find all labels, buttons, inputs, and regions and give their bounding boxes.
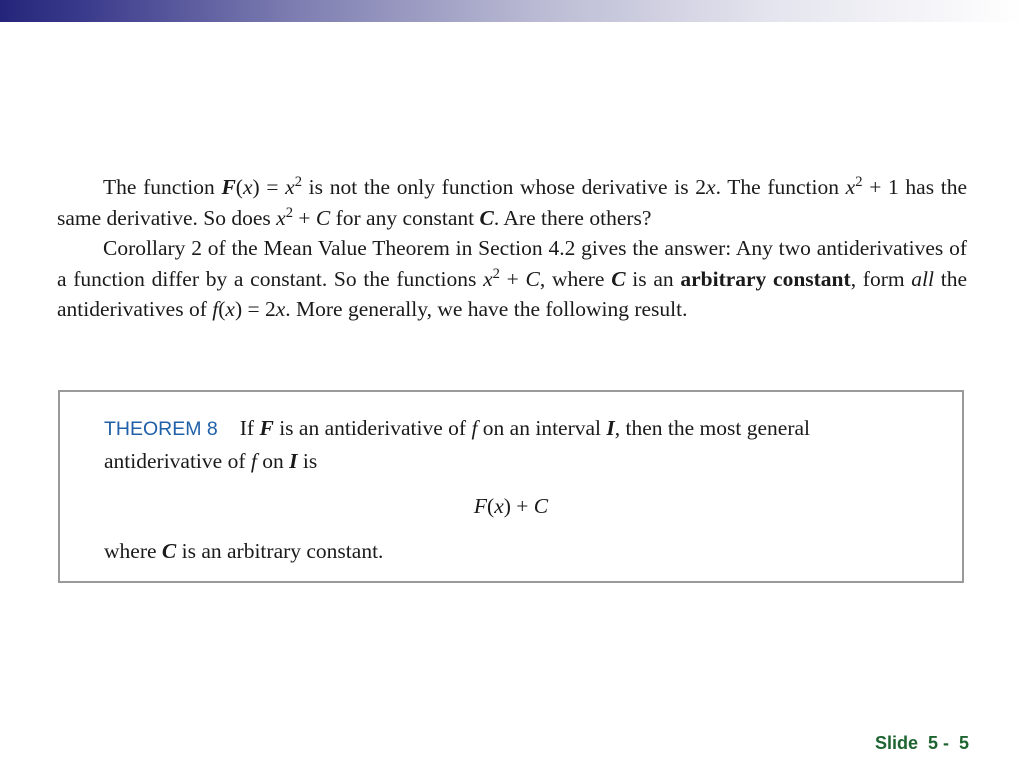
slide-number: Slide 5 - 5	[874, 733, 969, 753]
text: on	[256, 449, 290, 473]
theorem-box	[58, 390, 964, 583]
math-var: C	[533, 494, 549, 518]
top-gradient-bar	[0, 0, 1024, 22]
text: is	[297, 449, 318, 473]
exponent: 2	[855, 173, 863, 190]
text: +	[499, 266, 526, 291]
text: The function	[103, 175, 222, 199]
slide-body-text	[57, 172, 967, 325]
math-var: x	[242, 175, 253, 199]
theorem-formula	[60, 494, 962, 519]
math-var: x	[275, 297, 286, 321]
math-var: F	[473, 494, 488, 518]
math-var: x	[483, 266, 493, 291]
exponent: 2	[294, 173, 302, 190]
math-var: f	[471, 416, 478, 440]
theorem-label: THEOREM 8	[104, 418, 218, 440]
text: the antiderivatives of	[57, 266, 967, 321]
text: (	[487, 494, 495, 518]
text: where	[104, 539, 162, 563]
math-var: C	[315, 205, 331, 230]
theorem-line-2	[104, 449, 317, 474]
math-var: F	[221, 175, 236, 199]
text: . More generally, we have the following result.	[285, 297, 688, 321]
text: ) = 2	[234, 297, 276, 321]
text: is an antiderivative of	[273, 416, 472, 440]
text: antiderivative of	[104, 449, 251, 473]
paragraph-2	[57, 233, 967, 325]
text: , form	[850, 266, 912, 291]
text: , then the most general	[614, 416, 810, 440]
text: is an arbitrary constant.	[176, 539, 384, 563]
text: ) +	[503, 494, 534, 518]
text: . The function	[715, 175, 846, 199]
emphasis: all	[911, 266, 934, 291]
text: is an	[625, 266, 681, 291]
text: . Are there others?	[493, 205, 652, 230]
math-var: C	[479, 205, 494, 230]
math-var: x	[845, 175, 856, 199]
math-var: C	[161, 539, 177, 563]
math-var: C	[611, 266, 626, 291]
text: , where	[539, 266, 612, 291]
math-var: x	[494, 494, 504, 518]
text: is not the only function whose derivative is 2	[302, 175, 707, 199]
theorem-line-3	[104, 539, 383, 564]
math-var: x	[276, 205, 286, 230]
theorem-line-1	[104, 416, 810, 441]
text: +	[293, 205, 316, 230]
text: (	[235, 175, 243, 199]
bold-term: arbitrary constant	[680, 266, 851, 291]
text: (	[218, 297, 226, 321]
exponent: 2	[492, 265, 500, 282]
math-var: f	[250, 449, 257, 473]
math-var: x	[706, 175, 716, 199]
text: on an interval	[477, 416, 607, 440]
text: ) =	[252, 175, 286, 199]
text: If	[239, 416, 260, 440]
math-var: x	[285, 175, 295, 199]
math-var: f	[212, 297, 219, 321]
text: for any constant	[330, 205, 480, 230]
math-var: I	[289, 449, 298, 473]
paragraph-1	[57, 172, 967, 233]
math-var: x	[225, 297, 235, 321]
math-var: C	[525, 266, 540, 291]
math-var: I	[606, 416, 615, 440]
text: Corollary 2 of the Mean Value Theorem in Section 4.2 gives the answer: Any two antiderivatives of a function differ by a constant. So the functions	[57, 236, 967, 291]
text: + 1 has the same derivative. So does	[57, 175, 968, 230]
math-var: F	[259, 416, 274, 440]
exponent: 2	[285, 204, 293, 221]
